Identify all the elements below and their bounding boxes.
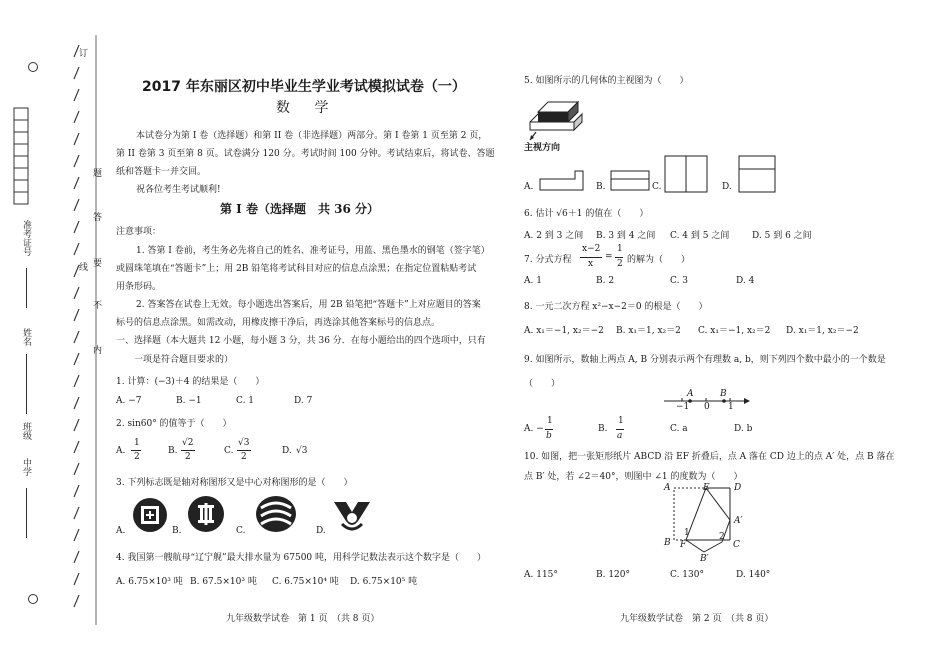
q1-stem: 1. 计算：(−3)＋4 的结果是（ ） [116,377,265,387]
punch-hole-bottom [28,594,38,604]
q2-c-num: √3 [238,438,250,448]
q9-tick-0: 0 [704,402,710,412]
q6-option-b: B. 3 到 4 之间 [596,231,656,241]
binding-char: 答 [91,212,101,221]
fraction-bar [237,450,251,451]
q10-stem-line1: 10. 如图，把一张矩形纸片 ABCD 沿 EF 折叠后，点 A 落在 CD 边上的点 A′ 处，点 B 落在 [524,452,895,462]
q10-label-a: A [664,483,671,493]
q9-b-num: 1 [618,416,624,426]
q9-b-den: a [617,431,623,441]
q6-stem: 6. 估计 √6＋1 的值在（ ） [524,209,649,219]
q10-label-b: B [664,538,671,548]
q10-stem-line2: 点 B′ 处，若 ∠2＝40°，则图中 ∠1 的度数为（ ） [524,472,743,482]
q9-label-a: A [687,389,694,399]
note-line: 标号的信息点涂黑。如需改动，用橡皮擦干净后，再选涂其他答案标号的信息点。 [116,318,441,328]
q5-option-c: C. [652,182,662,192]
exam-title: 2017 年东丽区初中毕业生学业考试模拟试卷（一） [142,79,466,95]
q5-option-d-shape [738,155,778,195]
q3-option-a: A. [116,526,126,536]
q10-label-a-prime: A′ [734,516,743,526]
fraction-bar [545,429,553,430]
note-line: 1. 答第 I 卷前，考生务必先将自己的姓名、准考证号，用蓝、黑色墨水的钢笔（签字笔） [136,246,490,256]
q7-equals: = [605,252,613,262]
q7-option-c: C. 3 [670,276,689,286]
q9-label-b: B [720,389,727,399]
q2-option-a-label: A. [116,446,126,456]
q10-option-d: D. 140° [736,570,771,580]
q8-option-b: B. x₁＝1, x₂＝2 [616,326,681,336]
part-heading: 一、选择题（本大题共 12 小题，每小题 3 分，共 36 分．在每小题给出的四个选项中，只有 [116,336,486,346]
punch-hole-top [28,62,38,72]
intro-line: 本试卷分为第 I 卷（选择题）和第 II 卷（非选择题）两部分。第 I 卷第 1 页至第 2 页， [136,131,488,141]
field-exam-number: 准考证号 [21,220,31,256]
q2-d-value: √3 [296,446,308,456]
q9-tick-neg1: −1 [676,402,690,412]
q3-option-b: B. [172,526,182,536]
q1-option-a: A. −7 [116,396,142,406]
note-line: 用条形码。 [116,282,162,292]
section-title: 第 I 卷（选择题 共 36 分） [220,202,380,216]
logo-a-icon [131,496,169,534]
exam-number-boxes [14,108,30,208]
q10-option-a: A. 115° [524,570,558,580]
binding-char: 内 [91,345,101,354]
binding-line [60,35,100,635]
q9-a-den: b [546,431,552,441]
footer-right: 九年级数学试卷 第 2 页 （共 8 页） [620,614,774,624]
q2-b-den: 2 [185,452,191,462]
q2-option-b-label: B. [168,446,178,456]
note-line: 2. 答案答在试卷上无效。每小题选出答案后，用 2B 铅笔把“答题卡”上对应题目的答案 [136,300,481,310]
q5-option-a-shape [539,170,585,192]
exam-subject: 数 学 [276,100,339,116]
q7-stem-end: 的解为（ ） [627,255,691,265]
logo-b-icon [186,494,226,534]
notes-label: 注意事项： [116,227,162,237]
q9-tick-1: 1 [728,402,734,412]
q4-option-b: B. 67.5×10³ 吨 [190,577,257,587]
q8-stem: 8. 一元二次方程 x²−x−2＝0 的根是（ ） [524,302,708,312]
q9-paren: （ ） [524,379,561,389]
intro-line: 纸和答题卡一并交回。 [116,167,207,177]
q8-option-d: D. x₁＝1, x₂＝−2 [786,326,859,336]
q4-stem: 4. 我国第一艘航母“辽宁舰”最大排水量为 67500 吨，用科学记数法表示这个数字是（ ） [116,553,487,563]
q5-option-b-shape [610,170,652,192]
q10-angle-2: 2 [719,532,725,542]
field-line [26,354,27,414]
q1-option-c: C. 1 [236,396,255,406]
q4-option-a: A. 6.75×10³ 吨 [116,577,183,587]
q3-stem: 3. 下列标志既是轴对称图形又是中心对称图形的是（ ） [116,478,353,488]
q1-option-b: B. −1 [176,396,202,406]
footer-left: 九年级数学试卷 第 1 页 （共 8 页） [226,614,380,624]
q5-solid-figure [528,92,588,142]
q6-option-a: A. 2 到 3 之间 [524,231,584,241]
q8-option-c: C. x₁＝−1, x₂＝2 [698,326,771,336]
logo-c-icon [255,494,297,534]
q4-option-d: D. 6.75×10⁵ 吨 [350,577,418,587]
q6-option-d: D. 5 到 6 之间 [752,231,812,241]
q6-option-c: C. 4 到 5 之间 [670,231,730,241]
q7-stem-start: 7. 分式方程 [524,255,572,265]
q10-option-b: B. 120° [596,570,631,580]
field-school: 中学 [21,458,31,476]
note-line: 或圆珠笔填在“答题卡”上；用 2B 铅笔将考试科目对应的信息点涂黑；在指定位置粘贴考试 [116,264,477,274]
q2-b-num: √2 [182,438,194,448]
q8-option-a: A. x₁＝−1, x₂＝−2 [524,326,604,336]
intro-wish: 祝各位考生考试顺利! [136,185,221,195]
q5-option-a: A. [524,182,534,192]
q5-view-direction: 主视方向 [524,143,561,153]
q2-option-d-label: D. [282,446,292,456]
fraction-bar [131,450,141,451]
q10-label-c: C [733,540,740,550]
q9-option-c: C. a [670,424,688,434]
q7-num1: x−2 [582,244,601,254]
field-class: 班级 [21,422,31,440]
binding-char: 题 [91,168,101,177]
binding-char: 不 [91,300,101,309]
q10-label-e: E [703,483,710,493]
q10-angle-1: 1 [684,528,690,538]
q3-option-d: D. [316,526,326,536]
q5-option-d: D. [722,182,732,192]
q10-label-f: F [680,540,687,550]
fraction-bar [616,429,624,430]
q9-option-a-label: A. − [524,424,544,434]
q2-c-den: 2 [241,452,247,462]
q1-option-d: D. 7 [294,396,313,406]
q10-label-d: D [734,483,742,493]
fraction-bar [615,257,623,258]
q9-a-num: 1 [547,416,553,426]
q7-den1: x [588,259,594,269]
q7-option-d: D. 4 [736,276,755,286]
field-line [26,268,27,308]
q10-label-b-prime: B′ [700,554,709,564]
q7-num2: 1 [617,244,623,254]
q9-option-b-label: B. [598,424,608,434]
field-line [26,488,27,538]
q9-option-d: D. b [734,424,753,434]
q2-stem: 2. sin60° 的值等于（ ） [116,419,232,429]
binding-char: 线 [77,262,87,271]
q7-option-b: B. 2 [596,276,615,286]
q2-option-c-label: C. [224,446,234,456]
q9-stem: 9. 如图所示，数轴上两点 A, B 分别表示两个有理数 a, b，则下列四个数中最小的一个数是 [524,355,886,365]
binding-char: 要 [91,258,101,267]
q2-a-den: 2 [134,452,140,462]
q4-option-c: C. 6.75×10⁴ 吨 [272,577,339,587]
q5-stem: 5. 如图所示的几何体的主视图为（ ） [524,76,689,86]
fraction-bar [580,257,602,258]
q10-option-c: C. 130° [670,570,704,580]
field-name: 姓名 [21,328,31,346]
binding-char: 订 [77,48,87,57]
q3-option-c: C. [236,526,246,536]
part-heading: 一项是符合题目要求的） [134,355,234,365]
q7-den2: 2 [617,259,623,269]
fraction-bar [181,450,195,451]
q2-a-num: 1 [134,438,140,448]
intro-line: 第 II 卷第 3 页至第 8 页。试卷满分 120 分。考试时间 100 分钟。考试结束后，将试卷、答题 [116,149,495,159]
q5-option-c-shape [664,155,710,195]
q7-option-a: A. 1 [524,276,542,286]
q5-option-b: B. [596,182,606,192]
logo-d-icon [332,498,372,534]
